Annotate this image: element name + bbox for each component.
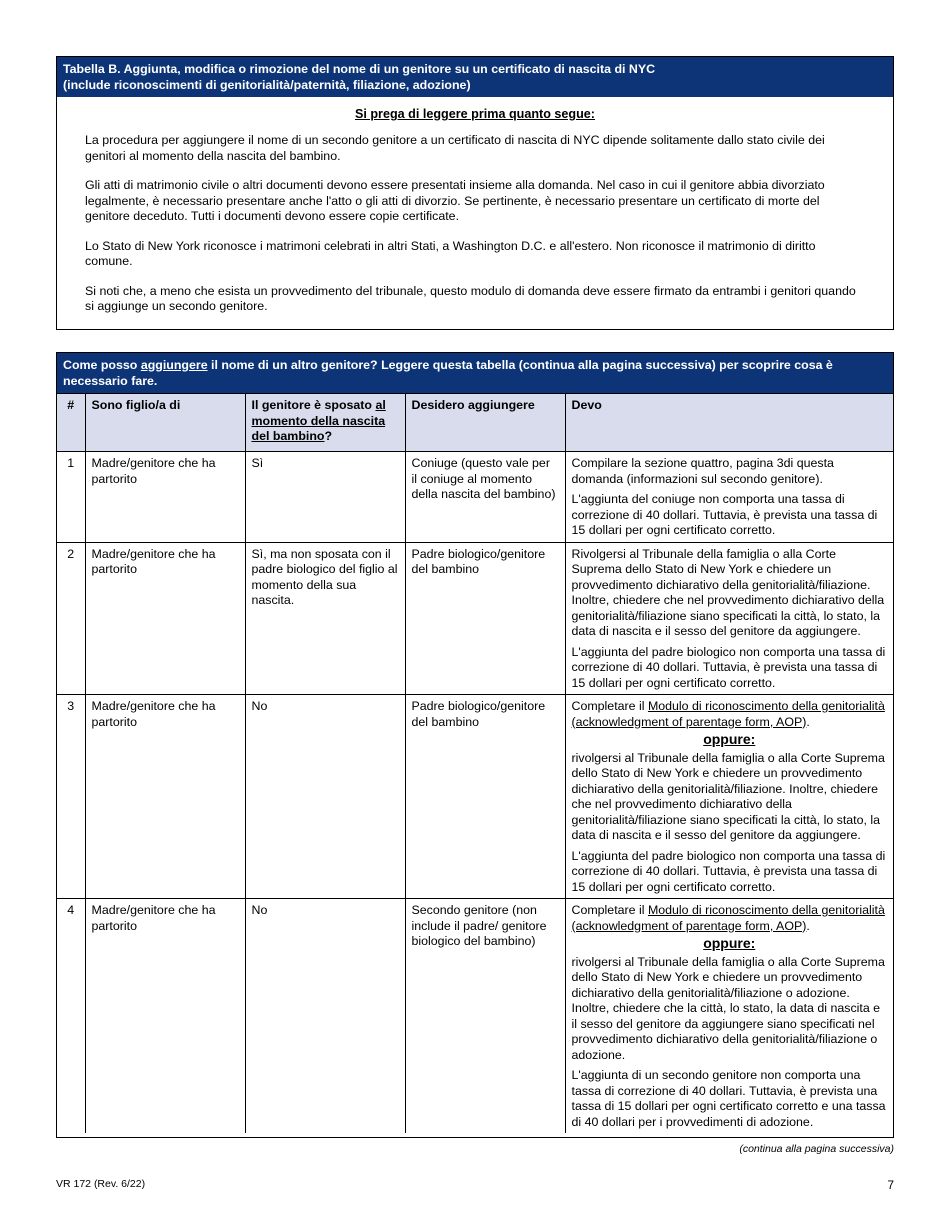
must-cell <box>565 899 893 1134</box>
child-of-cell: Madre/genitore che ha partorito <box>85 899 245 1134</box>
table-row <box>57 452 893 543</box>
col-header-child-of: Sono figlio/a di <box>85 394 245 452</box>
row-number: 4 <box>57 899 85 1134</box>
aop-form-link[interactable]: Modulo di riconoscimento della genitorialità (acknowledgment of parentage form, AOP) <box>571 699 885 729</box>
fee-text: L'aggiunta del padre biologico non comporta una tassa di correzione di 40 dollari. Tuttavia, è prevista una tassa di 15 dollari per ogni certificato corretto. <box>571 644 886 690</box>
table-b-info-box <box>56 56 894 330</box>
child-of-cell: Madre/genitore che ha partorito <box>85 542 245 695</box>
table-b-header <box>57 57 893 97</box>
add-cell: Secondo genitore (non include il padre/ genitore biologico del bambino) <box>405 899 565 1134</box>
info-paragraph-2: Gli atti di matrimonio civile o altri documenti devono essere presentati insieme alla domanda. Nel caso in cui il genitore abbia divorziato legalmente, è necessario presentare anche l'atto o gli atti di divorzio. Se pertinente, è necessario presentare un certificato di morte del genitore deceduto. Tutti i documenti devono essere copie certificate. <box>85 178 825 223</box>
col-header-married: Il genitore è sposato al momento della nascita del bambino? <box>245 394 405 452</box>
fee-text: L'aggiunta del padre biologico non comporta una tassa di correzione di 40 dollari. Tuttavia, è prevista una tassa di 15 dollari per ogni certificato corretto. <box>571 848 886 894</box>
must-text: rivolgersi al Tribunale della famiglia o alla Corte Suprema dello Stato di New York e chiedere un provvedimento dichiarativo della genitorialità/filiazione. Inoltre, chiedere che nel provvedimento dichiarativo della genitorialità/filiazione siano specificati la città, lo stato, la data di nascita e il sesso del genitore da aggiungere. <box>571 750 885 842</box>
must-cell <box>565 542 893 695</box>
table-b-subtitle: (include riconoscimenti di genitorialità/paternità, filiazione, adozione) <box>63 77 471 92</box>
add-table-title-pre: Come posso <box>63 358 141 372</box>
married-cell: Sì <box>245 452 405 543</box>
form-id: VR 172 (Rev. 6/22) <box>56 1178 146 1190</box>
add-cell: Padre biologico/genitore del bambino <box>405 542 565 695</box>
table-row <box>57 542 893 695</box>
table-row <box>57 695 893 899</box>
read-first-heading: Si prega di leggere prima quanto segue: <box>354 107 596 121</box>
row-number: 2 <box>57 542 85 695</box>
table-b-title: Tabella B. Aggiunta, modifica o rimozione del nome di un genitore su un certificato di nascita di NYC <box>63 62 656 76</box>
continued-note: (continua alla pagina successiva) <box>739 1143 894 1155</box>
married-cell: Sì, ma non sposata con il padre biologico del figlio al momento della sua nascita. <box>245 542 405 695</box>
fee-text: L'aggiunta del coniuge non comporta una tassa di correzione di 40 dollari. Tuttavia, è prevista una tassa di 15 dollari per ogni certificato corretto. <box>571 492 878 537</box>
child-of-cell: Madre/genitore che ha partorito <box>85 452 245 543</box>
col-header-add: Desidero aggiungere <box>405 394 565 452</box>
aop-instruction: Completare il Modulo di riconoscimento della genitorialità (acknowledgment of parentage form, AOP). <box>571 699 885 729</box>
add-table-title-post: il nome di un altro genitore? Leggere questa tabella (continua alla pagina successiva) per scoprire cosa è necessario fare. <box>63 358 833 388</box>
aop-form-link[interactable]: Modulo di riconoscimento della genitorialità (acknowledgment of parentage form, AOP) <box>571 903 885 933</box>
child-of-cell: Madre/genitore che ha partorito <box>85 695 245 899</box>
info-paragraph-1: La procedura per aggiungere il nome di un secondo genitore a un certificato di nascita di NYC dipende solitamente dallo stato civile dei genitori al momento della nascita del bambino. <box>85 133 825 163</box>
row-number: 1 <box>57 452 85 543</box>
add-cell: Padre biologico/genitore del bambino <box>405 695 565 899</box>
aop-instruction: Completare il Modulo di riconoscimento della genitorialità (acknowledgment of parentage form, AOP). <box>571 903 885 933</box>
must-text: Rivolgersi al Tribunale della famiglia o alla Corte Suprema dello Stato di New York e chiedere un provvedimento dichiarativo della genitorialità/filiazione. Inoltre, chiedere che nel provvedimento dichiarativo della genitorialità/filiazione siano specificati la città, lo stato, la data di nascita e il sesso del genitore da aggiungere. <box>571 546 885 638</box>
row-number: 3 <box>57 695 85 899</box>
fee-text: L'aggiunta di un secondo genitore non comporta una tassa di correzione di 40 dollari. Tuttavia, è prevista una tassa di 15 dollari per ogni certificato corretto e una tassa di 40 dollari per i provvedimenti di adozione. <box>571 1068 886 1129</box>
oppure-label: oppure: <box>703 731 756 747</box>
must-cell <box>565 452 893 543</box>
add-parent-table <box>57 393 893 1133</box>
add-cell: Coniuge (questo vale per il coniuge al momento della nascita del bambino) <box>405 452 565 543</box>
page-number: 7 <box>887 1178 894 1192</box>
married-cell: No <box>245 695 405 899</box>
add-parent-table-box <box>56 352 894 1138</box>
col-header-must: Devo <box>565 394 893 452</box>
info-paragraph-4: Si noti che, a meno che esista un provvedimento del tribunale, questo modulo di domanda deve essere firmato da entrambi i genitori quando si aggiunge un secondo genitore. <box>85 283 856 313</box>
oppure-label: oppure: <box>703 935 756 951</box>
col-header-num: # <box>57 394 85 452</box>
table-row <box>57 899 893 1134</box>
must-text: rivolgersi al Tribunale della famiglia o alla Corte Suprema dello Stato di New York e chiedere un provvedimento dichiarativo della genitorialità/filiazione o adozione. Inoltre, chiedere che la città, lo stato, la data di nascita e il sesso del genitore da aggiungere siano specificati nel provvedimento dichiarativo della genitorialità/filiazione o adozione. <box>571 954 885 1062</box>
add-parent-table-header <box>57 353 893 393</box>
must-text: Compilare la sezione quattro, pagina 3di questa domanda (informazioni sul secondo genitore). <box>571 456 834 486</box>
info-paragraph-3: Lo Stato di New York riconosce i matrimoni celebrati in altri Stati, a Washington D.C. e all'estero. Non riconosce il matrimonio di diritto comune. <box>85 238 816 268</box>
column-header-row <box>57 394 893 452</box>
must-cell <box>565 695 893 899</box>
add-table-title-underlined: aggiungere <box>140 358 208 372</box>
married-cell: No <box>245 899 405 1134</box>
